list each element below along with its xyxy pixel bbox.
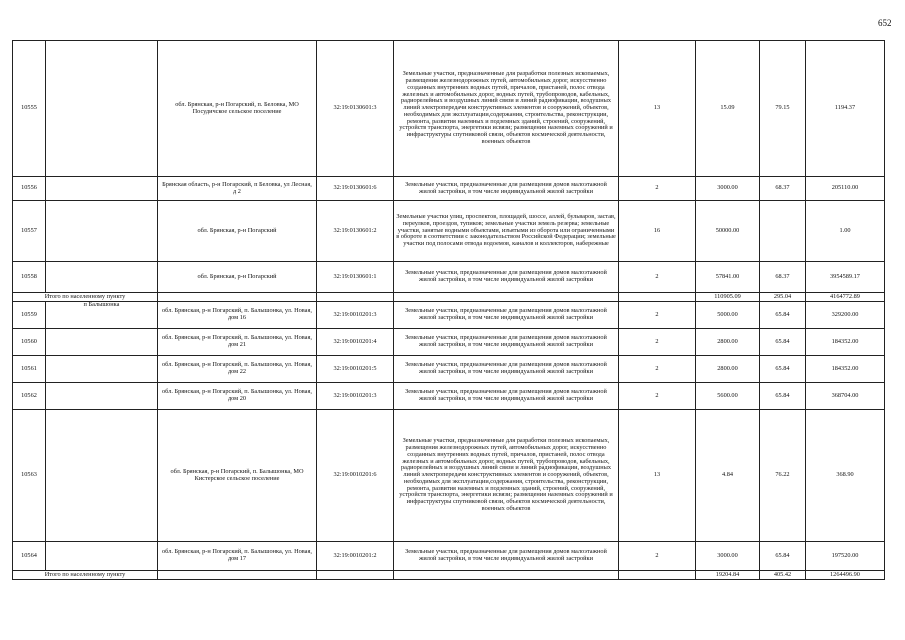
category-code-cell: 2 [619, 356, 696, 383]
table-row [13, 356, 885, 383]
empty-cell [394, 571, 619, 580]
row-number-cell: 10561 [13, 356, 46, 383]
rate-cell: 79.15 [760, 41, 806, 177]
cadastral-number-cell: 32:19:0010201:3 [317, 383, 394, 410]
address-cell: Брянская область, р-н Погарский, п Беловка, ул Лесная, д 2 [158, 177, 317, 201]
cadastral-value-table [12, 40, 885, 580]
total-row [13, 571, 885, 580]
table-row [13, 201, 885, 262]
cadastral-number-cell: 32:19:0130601:2 [317, 201, 394, 262]
table-row [13, 262, 885, 293]
category-code-cell: 13 [619, 41, 696, 177]
cadastral-number-cell: 32:19:0130601:1 [317, 262, 394, 293]
land-use-description-cell: Земельные участки, предназначенные для разработки полезных ископаемых, размещения железнодорожных путей, автомобильных дорог, искусственно созданных внутренних водных путей, причалов, пристаней, полос отвода железных и автомобильных дорог, водных путей, трубопроводов, кабельных, радиорелейных и воздушных линий связи и линий радиофикации, воздушных линий электропередачи конструктивных элементов и сооружений, объектов, необходимых для эксплуатации,содержания, строительства, реконструкции, ремонта, развития наземных и подземных зданий, строений, сооружений, устройств транспорта, энергетики исвязи; размещения наземных сооружений и инфраструктуры спутниковой связи, объектов космической деятельности, военных объектов [394, 41, 619, 177]
empty-cell [317, 293, 394, 302]
address-cell: обл. Брянская, р-н Погарский [158, 201, 317, 262]
table-body [13, 41, 885, 580]
row-number-cell: 10555 [13, 41, 46, 177]
table-row [13, 410, 885, 542]
settlement-cell: п Балышонка [46, 302, 158, 329]
total-value-cell: 4164772.89 [806, 293, 885, 302]
cadastral-number-cell: 32:19:0130601:6 [317, 177, 394, 201]
address-cell: обл. Брянская, р-н Погарский, п. Балышонка, ул. Новая, дом 16 [158, 302, 317, 329]
cadastral-value-cell: 205110.00 [806, 177, 885, 201]
area-cell: 2800.00 [696, 329, 760, 356]
area-cell: 4.84 [696, 410, 760, 542]
row-number-cell: 10559 [13, 302, 46, 329]
rate-cell: 76.22 [760, 410, 806, 542]
row-number-cell: 10562 [13, 383, 46, 410]
category-code-cell: 13 [619, 410, 696, 542]
category-code-cell: 16 [619, 201, 696, 262]
cadastral-value-cell: 184352.00 [806, 356, 885, 383]
land-use-description-cell: Земельные участки, предназначенные для размещения домов малоэтажной жилой застройки, в том числе индивидуальной жилой застройки [394, 177, 619, 201]
total-row [13, 293, 885, 302]
cadastral-value-cell: 184352.00 [806, 329, 885, 356]
cadastral-value-cell: 1194.37 [806, 41, 885, 177]
total-rate-cell: 405.42 [760, 571, 806, 580]
land-use-description-cell: Земельные участки, предназначенные для размещения домов малоэтажной жилой застройки, в том числе индивидуальной жилой застройки [394, 262, 619, 293]
address-cell: обл. Брянская, р-н Погарский [158, 262, 317, 293]
land-use-description-cell: Земельные участки, предназначенные для размещения домов малоэтажной жилой застройки, в том числе индивидуальной жилой застройки [394, 329, 619, 356]
area-cell: 15.09 [696, 41, 760, 177]
cadastral-number-cell: 32:19:0010201:4 [317, 329, 394, 356]
table-row [13, 41, 885, 177]
area-cell: 3000.00 [696, 177, 760, 201]
settlement-cell [46, 262, 158, 293]
cadastral-value-cell: 368.90 [806, 410, 885, 542]
rate-cell: 65.84 [760, 383, 806, 410]
cadastral-value-cell: 368704.00 [806, 383, 885, 410]
total-rate-cell: 295.04 [760, 293, 806, 302]
category-code-cell: 2 [619, 329, 696, 356]
rate-cell: 68.37 [760, 177, 806, 201]
area-cell: 3000.00 [696, 542, 760, 571]
area-cell: 2800.00 [696, 356, 760, 383]
rate-cell: 65.84 [760, 329, 806, 356]
settlement-cell [46, 356, 158, 383]
cadastral-number-cell: 32:19:0010201:3 [317, 302, 394, 329]
category-code-cell: 2 [619, 302, 696, 329]
area-cell: 5000.00 [696, 302, 760, 329]
empty-cell [619, 293, 696, 302]
address-cell: обл. Брянская, р-н Погарский, п. Балышонка, ул. Новая, дом 22 [158, 356, 317, 383]
address-cell: обл. Брянская, р-н Погарский, п. Балышонка, МО Кистерское сельское поселение [158, 410, 317, 542]
rate-cell: 65.84 [760, 356, 806, 383]
settlement-cell [46, 410, 158, 542]
table-row [13, 329, 885, 356]
cadastral-number-cell: 32:19:0010201:6 [317, 410, 394, 542]
row-number-cell: 10556 [13, 177, 46, 201]
cadastral-value-cell: 3954589.17 [806, 262, 885, 293]
land-use-description-cell: Земельные участки, предназначенные для размещения домов малоэтажной жилой застройки, в том числе индивидуальной жилой застройки [394, 542, 619, 571]
total-area-cell: 19204.84 [696, 571, 760, 580]
empty-cell [158, 571, 317, 580]
category-code-cell: 2 [619, 262, 696, 293]
rate-cell: 65.84 [760, 302, 806, 329]
table-row [13, 542, 885, 571]
cadastral-number-cell: 32:19:0010201:5 [317, 356, 394, 383]
category-code-cell: 2 [619, 383, 696, 410]
address-cell: обл. Брянская, р-н Погарский, п. Балышонка, ул. Новая, дом 20 [158, 383, 317, 410]
total-label: Итого по населенному пункту [13, 293, 158, 302]
land-use-description-cell: Земельные участки, предназначенные для размещения домов малоэтажной жилой застройки, в том числе индивидуальной жилой застройки [394, 302, 619, 329]
area-cell: 50000.00 [696, 201, 760, 262]
address-cell: обл. Брянская, р-н Погарский, п. Балышонка, ул. Новая, дом 17 [158, 542, 317, 571]
cadastral-number-cell: 32:19:0010201:2 [317, 542, 394, 571]
row-number-cell: 10560 [13, 329, 46, 356]
row-number-cell: 10564 [13, 542, 46, 571]
land-use-description-cell: Земельные участки, предназначенные для размещения домов малоэтажной жилой застройки, в том числе индивидуальной жилой застройки [394, 356, 619, 383]
cadastral-value-cell: 1.00 [806, 201, 885, 262]
row-number-cell: 10563 [13, 410, 46, 542]
settlement-cell [46, 177, 158, 201]
category-code-cell: 2 [619, 542, 696, 571]
table-row [13, 177, 885, 201]
row-number-cell: 10558 [13, 262, 46, 293]
area-cell: 57841.00 [696, 262, 760, 293]
settlement-cell [46, 383, 158, 410]
cadastral-value-cell: 197520.00 [806, 542, 885, 571]
land-use-description-cell: Земельные участки улиц, проспектов, площадей, шоссе, аллей, бульваров, застав, переулков, проездов, тупиков; земельные участки земель резерва; земельные участки, занятые водными объектами, изъятыми из оборота или ограниченными в обороте в соответствии с законодательством Российской Федерации; земельные участки под полосами отвода водоемов, каналов и коллекторов, набережные [394, 201, 619, 262]
table-row [13, 302, 885, 329]
total-label: Итого по населенному пункту [13, 571, 158, 580]
settlement-cell [46, 542, 158, 571]
total-area-cell: 110905.09 [696, 293, 760, 302]
table-row [13, 383, 885, 410]
rate-cell: 65.84 [760, 542, 806, 571]
cadastral-value-cell: 329200.00 [806, 302, 885, 329]
page-number: 652 [878, 18, 892, 28]
area-cell: 5600.00 [696, 383, 760, 410]
rate-cell [760, 201, 806, 262]
settlement-cell [46, 41, 158, 177]
row-number-cell: 10557 [13, 201, 46, 262]
land-use-description-cell: Земельные участки, предназначенные для разработки полезных ископаемых, размещения железнодорожных путей, автомобильных дорог, искусственно созданных внутренних водных путей, причалов, пристаней, полос отвода железных и автомобильных дорог, водных путей, трубопроводов, кабельных, радиорелейных и воздушных линий связи и линий радиофикации, воздушных линий электропередачи конструктивных элементов и сооружений, объектов, необходимых для эксплуатации,содержания, строительства, реконструкции, ремонта, развития наземных и подземных зданий, строений, сооружений, устройств транспорта, энергетики исвязи; размещения наземных сооружений и инфраструктуры спутниковой связи, объектов космической деятельности, военных объектов [394, 410, 619, 542]
address-cell: обл. Брянская, р-н Погарский, п. Балышонка, ул. Новая, дом 21 [158, 329, 317, 356]
empty-cell [394, 293, 619, 302]
category-code-cell: 2 [619, 177, 696, 201]
empty-cell [158, 293, 317, 302]
settlement-cell [46, 329, 158, 356]
rate-cell: 68.37 [760, 262, 806, 293]
land-use-description-cell: Земельные участки, предназначенные для размещения домов малоэтажной жилой застройки, в том числе индивидуальной жилой застройки [394, 383, 619, 410]
empty-cell [619, 571, 696, 580]
total-value-cell: 1264496.90 [806, 571, 885, 580]
address-cell: обл. Брянская, р-н Погарский, п. Беловка, МО Посудичское сельское поселение [158, 41, 317, 177]
empty-cell [317, 571, 394, 580]
cadastral-number-cell: 32:19:0130601:3 [317, 41, 394, 177]
settlement-cell [46, 201, 158, 262]
